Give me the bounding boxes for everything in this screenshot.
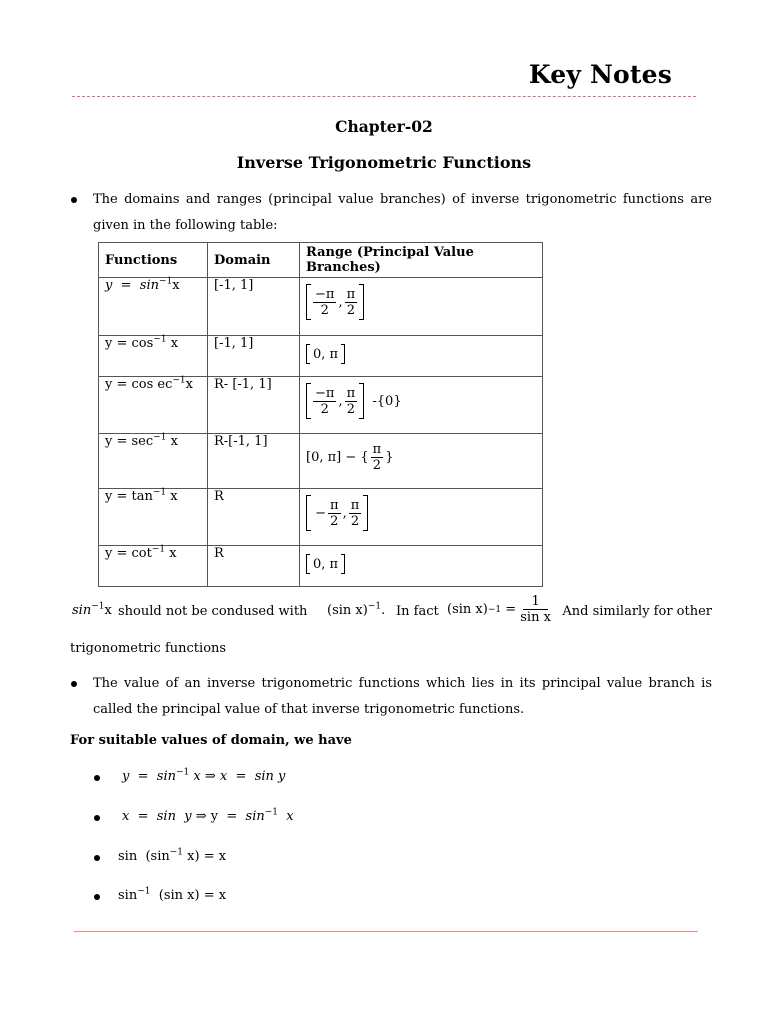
range-cell: 0, π [300,546,543,587]
table-header-functions: Functions [99,243,208,278]
bullet-dot [94,855,100,861]
range-cell: 0, π [300,336,543,377]
table-row [99,434,543,489]
formula-1: $y = \sin^{-1} x$ ⇒ x = sin y [122,767,286,784]
bullet-dot [94,775,100,781]
footer-divider [74,931,698,932]
table-header-range: Range (Principal Value Branches) [300,243,543,278]
note-line [70,594,712,632]
reciprocal-identity: (sin x) −1 = $\frac{1}{\text{sin x}}$ [447,594,551,625]
domain-cell: R [208,489,300,546]
domain-cell: [-1, 1] [208,278,300,336]
range-cell: [0, π] − { $\frac{\pi}{2}$ } [300,434,543,489]
reciprocal-expression: (sin x)$^{-1}$. [327,601,386,618]
note-text-4: trigonometric functions [70,641,227,656]
suitable-values-heading: For suitable values of domain, we have [70,733,352,748]
chapter-heading: Chapter-02 [335,117,433,136]
bullet-dot [71,681,77,687]
domain-cell: R- [-1, 1] [208,377,300,434]
table-row [99,489,543,546]
range-suffix: -{0} [372,393,402,409]
chapter-title: Inverse Trigonometric Functions [236,153,532,172]
domain-cell: R-[-1, 1] [208,434,300,489]
table-row [99,336,543,377]
function-arcsec: $y = \sec^{-1} x$ [99,434,208,489]
function-arctan: $y = \tan^{-1} x$ [99,489,208,546]
note-text-2: In fact [396,604,439,619]
page-header-title: Key Notes [528,60,672,89]
range-cell: $\frac{-\pi}{2}$ , $\frac{\pi}{2}$ [300,278,543,336]
domain-range-table [98,242,543,587]
principal-value-paragraph: The value of an inverse trigonometric functions which lies in its principal value branch is called the principal value of that inverse trigonometric functions. [93,676,712,717]
intro-paragraph: The domains and ranges (principal value branches) of inverse trigonometric functions are given in the following table: [93,192,712,233]
function-arccos: $y = \cos^{-1} x$ [99,336,208,377]
bullet-dot [94,815,100,821]
arcsin-expression: $\sin^{-1}x$ [72,601,112,618]
function-arccosec: $y = \cos ec^{-1}x$ [99,377,208,434]
note-text-3: And similarly for other [562,604,712,619]
note-text-1: should not be condused with [118,604,308,619]
domain-cell: R [208,546,300,587]
table-header-row [99,243,543,278]
table-header-domain: Domain [208,243,300,278]
domain-cell: [-1, 1] [208,336,300,377]
range-cell: $\frac{-\pi}{2}$ , $\frac{\pi}{2}$ -{0} [300,377,543,434]
function-arcsin: $y = \sin^{-1}x$ [99,278,208,336]
bullet-dot [71,197,77,203]
table-row [99,278,543,336]
formula-4: $\sin^{-1} (\sin$ x) = x [118,886,227,903]
formula-2: x = sin y ⇒ $y = \sin^{-1} x$ [122,807,294,824]
table-row [99,546,543,587]
header-divider [72,96,696,97]
range-cell: − $\frac{\pi}{2}$ , $\frac{\pi}{2}$ [300,489,543,546]
formula-3: $\sin (\sin^{-1}$ x) = x [118,847,227,864]
table-row [99,377,543,434]
bullet-dot [94,894,100,900]
function-arccot: $y = \cot^{-1} x$ [99,546,208,587]
